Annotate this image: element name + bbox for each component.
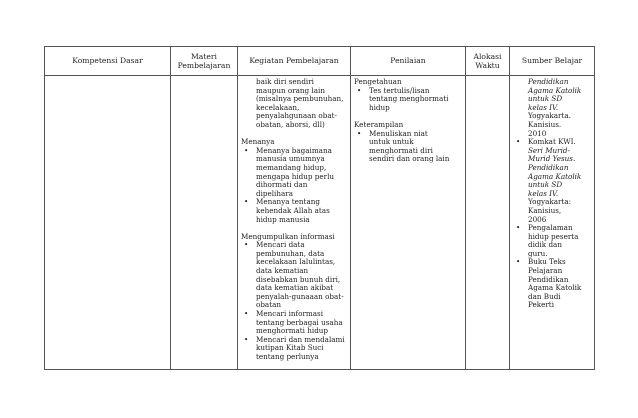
source-title-line: Agama Katolik	[528, 171, 582, 181]
content-row	[45, 76, 595, 370]
cell-penilaian	[351, 76, 466, 370]
section-title-mengumpulkan: Mengumpulkan informasi	[241, 231, 335, 241]
kegiatan-line: maupun orang lain	[256, 85, 325, 95]
header-kegiatan-pembelajaran: Kegiatan Pembelajaran	[238, 47, 351, 76]
cell-sumber-belajar	[510, 76, 595, 370]
cell-kompetensi-dasar	[45, 76, 171, 370]
pengetahuan-list	[354, 87, 462, 113]
kegiatan-line: (misalnya pembunuhan,	[256, 94, 344, 104]
mengumpulkan-item: • Mencari data pembunuhan, data kecelakaan lalulintas, data kematian disebabkan bunuh diri, data kematian akibat penyalah-gunaaan obat- obatan	[241, 241, 347, 310]
header-sumber-belajar: Sumber Belajar	[510, 47, 595, 76]
source-title-line: Murid Yesus.	[528, 154, 576, 164]
source-line: Yogyakarta.	[528, 111, 571, 121]
header-alokasi-waktu	[466, 47, 510, 76]
section-title-pengetahuan: Pengetahuan	[354, 77, 402, 86]
kegiatan-line: kecelakaan,	[256, 102, 300, 112]
section-title-keterampilan: Keterampilan	[354, 119, 404, 129]
header-text: Alokasi Waktu	[473, 51, 502, 70]
source-line: 2010	[528, 128, 547, 138]
kegiatan-line: baik diri sendiri	[256, 77, 314, 86]
cell-alokasi-waktu	[466, 76, 510, 370]
sumber-item: • Pengalaman hidup peserta didik dan guru.	[513, 224, 591, 258]
keterampilan-item: • Menuliskan niat untuk untuk menghormati diri sendiri dan orang lain	[354, 130, 462, 164]
mengumpulkan-list	[241, 241, 347, 361]
mengumpulkan-item: • Mencari informasi tentang berbagai usaha menghormati hidup	[241, 310, 347, 336]
menanya-item: • Menanya bagaimana manusia umumnya memandang hidup, mengapa hidup perlu dihormati dan dipelihara	[241, 147, 347, 199]
lesson-plan-table	[44, 46, 595, 370]
cell-kegiatan-pembelajaran	[238, 76, 351, 370]
source-title-line: Seri Murid-	[528, 145, 570, 155]
kegiatan-line: obatan, aborsi, dll)	[256, 119, 325, 129]
sumber-item: • Buku Teks Pelajaran Pendidikan Agama Katolik dan Budi Pekerti	[513, 258, 591, 310]
menanya-item: • Menanya tentang kehendak Allah atas hidup manusia	[241, 198, 347, 224]
source-title-line: kelas IV.	[528, 188, 559, 198]
sumber-item: • Komkat KWI. Seri Murid- Murid Yesus. Pendidikan Agama Katolik untuk SD kelas IV. Yogyakarta: Kanisius, 2006	[513, 138, 591, 224]
source-title-line: Agama Katolik	[528, 85, 582, 95]
source-title-line: kelas IV.	[528, 102, 559, 112]
cell-materi-pembelajaran	[171, 76, 238, 370]
header-text: Materi Pembelajaran	[177, 51, 231, 70]
keterampilan-list	[354, 130, 462, 164]
section-title-menanya: Menanya	[241, 137, 275, 147]
header-kompetensi-dasar: Kompetensi Dasar	[45, 47, 171, 76]
sumber-list	[513, 138, 591, 310]
source-title-line: untuk SD	[528, 94, 563, 104]
source-line: Kanisius.	[528, 119, 562, 129]
source-title-line: Pendidikan	[528, 77, 569, 86]
kegiatan-line: penyalahgunaan obat-	[256, 111, 337, 121]
header-materi-pembelajaran	[171, 47, 238, 76]
header-penilaian: Penilaian	[351, 47, 466, 76]
source-title-line: untuk SD	[528, 180, 563, 190]
pengetahuan-item: • Tes tertulis/lisan tentang menghormati hidup	[354, 87, 462, 113]
menanya-list	[241, 147, 347, 224]
mengumpulkan-item: • Mencari dan mendalami kutipan Kitab Suci tentang perlunya	[241, 336, 347, 362]
header-row	[45, 47, 595, 76]
source-title-line: Pendidikan	[528, 162, 569, 172]
